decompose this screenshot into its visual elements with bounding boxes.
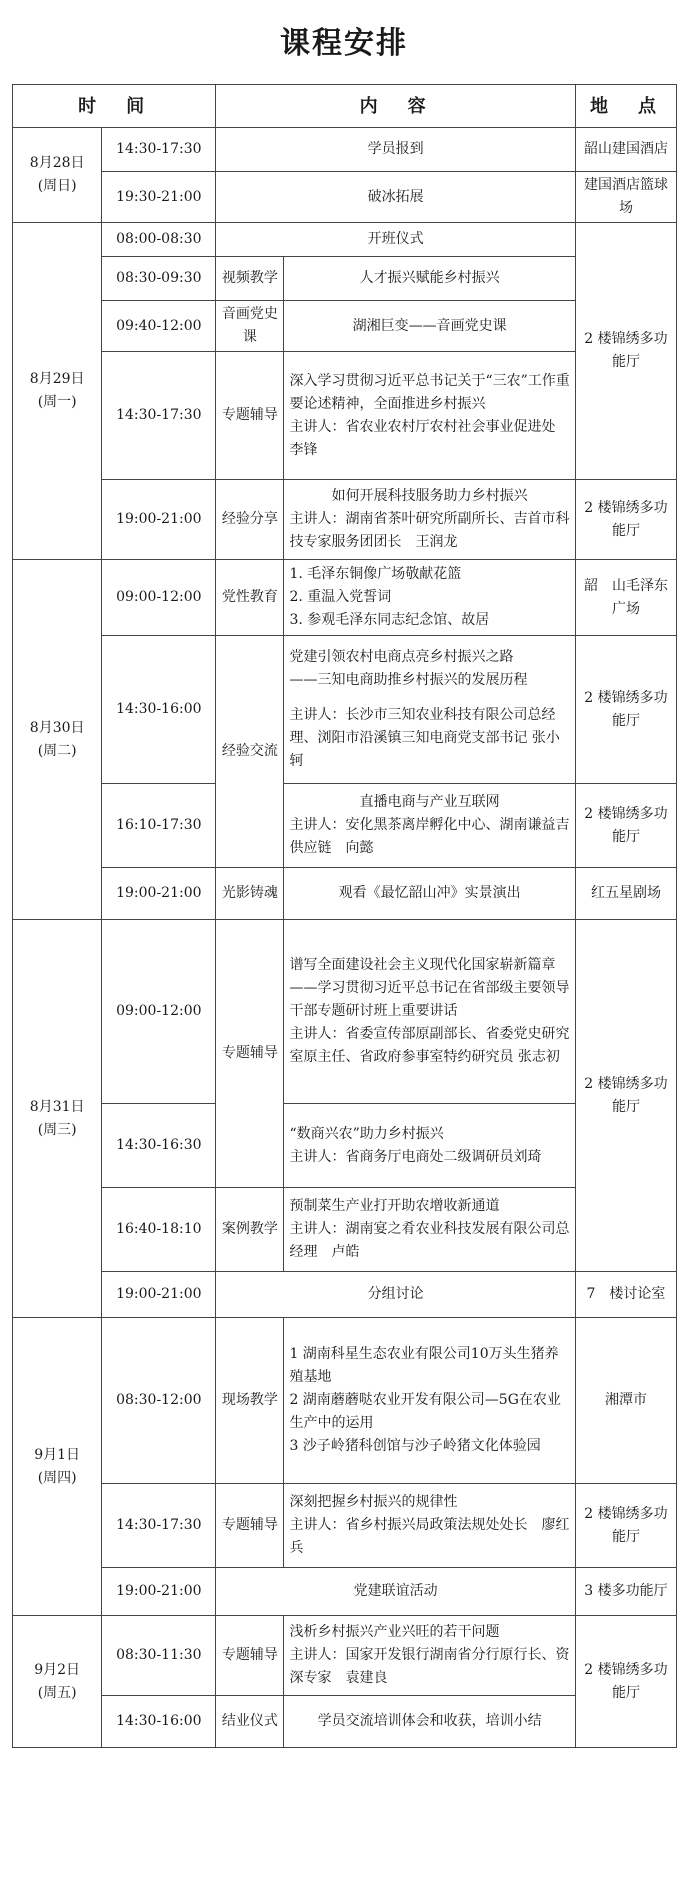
content-line: 1. 毛泽东铜像广场敬献花篮: [289, 566, 462, 582]
location-cell: 2 楼锦绣多功能厅: [575, 636, 676, 784]
topic-cell: 专题辅导: [216, 352, 284, 480]
content-cell: 湖湘巨变——音画党史课: [284, 301, 575, 352]
content-line: 党建引领农村电商点亮乡村振兴之路: [289, 649, 514, 665]
time-cell: 09:00-12:00: [102, 920, 216, 1104]
topic-cell: 音画党史课: [216, 301, 284, 352]
table-row: [13, 920, 677, 1104]
location-cell: 2 楼锦绣多功能厅: [575, 480, 676, 560]
content-cell: [284, 1616, 575, 1696]
content-cell: 破冰拓展: [216, 172, 576, 223]
topic-cell: 结业仪式: [216, 1696, 284, 1748]
content-cell: [284, 1318, 575, 1484]
time-cell: 14:30-17:30: [102, 128, 216, 172]
time-cell: 19:00-21:00: [102, 1568, 216, 1616]
content-line: 主讲人：安化黑茶离岸孵化中心、湖南谦益吉供应链 向懿: [289, 817, 570, 856]
time-cell: 16:40-18:10: [102, 1188, 216, 1272]
weekday-label: (周五): [37, 1684, 77, 1701]
time-cell: 09:40-12:00: [102, 301, 216, 352]
content-line: “数商兴农”助力乡村振兴: [289, 1125, 444, 1142]
content-line: 预制菜生产业打开助农增收新通道: [289, 1198, 500, 1214]
location-cell: 韶 山毛泽东广场: [575, 560, 676, 636]
date-cell: [13, 560, 102, 920]
content-line: 如何开展科技服务助力乡村振兴: [331, 488, 528, 504]
table-row: [13, 784, 677, 868]
topic-cell: 专题辅导: [216, 920, 284, 1188]
content-cell: [284, 352, 575, 480]
content-line: 3 沙子岭猪科创馆与沙子岭猪文化体验园: [289, 1438, 541, 1454]
date-cell: [13, 1616, 102, 1748]
table-row: [13, 1272, 677, 1318]
table-row: [13, 560, 677, 636]
date-label: 8月28日: [29, 155, 85, 171]
weekday-label: (周三): [37, 1121, 77, 1138]
time-cell: 19:00-21:00: [102, 868, 216, 920]
table-row: [13, 868, 677, 920]
page-title: 课程安排: [280, 26, 408, 61]
table-row: [13, 223, 677, 257]
topic-cell: 光影铸魂: [216, 868, 284, 920]
table-row: [13, 128, 677, 172]
content-line: 主讲人：省商务厅电商处二级调研员刘琦: [289, 1148, 542, 1165]
content-cell: 开班仪式: [216, 223, 576, 257]
weekday-label: (周四): [37, 1469, 77, 1486]
location-cell: 2 楼锦绣多功能厅: [575, 1484, 676, 1568]
content-cell: 观看《最忆韶山冲》实景演出: [284, 868, 575, 920]
weekday-label: (周二): [37, 742, 77, 759]
time-cell: 08:30-12:00: [102, 1318, 216, 1484]
content-line: 主讲人：省委宣传部原副部长、省委党史研究室原主任、省政府参事室特约研究员 张志初: [289, 1026, 570, 1065]
content-cell: [284, 920, 575, 1104]
content-cell: 人才振兴赋能乡村振兴: [284, 257, 575, 301]
time-cell: 14:30-16:00: [102, 1696, 216, 1748]
content-cell: [284, 1188, 575, 1272]
location-cell: 红五星剧场: [575, 868, 676, 920]
table-row: [13, 636, 677, 784]
content-line: 主讲人：省农业农村厅农村社会事业促进处 李锋: [289, 418, 556, 458]
content-cell: [284, 784, 575, 868]
content-line: 1 湖南科星生态农业有限公司10万头生猪养殖基地: [289, 1346, 559, 1385]
content-line: 主讲人：国家开发银行湖南省分行原行长、资深专家 袁建良: [289, 1647, 570, 1686]
location-cell: 2 楼锦绣多功能厅: [575, 223, 676, 480]
content-line: 谱写全面建设社会主义现代化国家崭新篇章——学习贯彻习近平总书记在省部级主要领导干部专题研讨班上重要讲话: [289, 957, 570, 1019]
topic-cell: 专题辅导: [216, 1484, 284, 1568]
content-line: 浅析乡村振兴产业兴旺的若干问题: [289, 1624, 500, 1640]
time-cell: 19:00-21:00: [102, 480, 216, 560]
date-cell: [13, 920, 102, 1318]
date-cell: [13, 223, 102, 560]
date-label: 9月2日: [34, 1661, 81, 1678]
date-label: 8月30日: [29, 719, 85, 736]
time-cell: 19:30-21:00: [102, 172, 216, 223]
date-label: 8月29日: [29, 371, 85, 387]
topic-cell: 经验分享: [216, 480, 284, 560]
location-cell: 3 楼多功能厅: [575, 1568, 676, 1616]
content-line: ——三知电商助推乡村振兴的发展历程: [289, 672, 528, 688]
topic-cell: 视频教学: [216, 257, 284, 301]
content-cell: [284, 480, 575, 560]
time-cell: 08:30-11:30: [102, 1616, 216, 1696]
content-line: 2 湖南蘑蘑哒农业开发有限公司—5G在农业生产中的运用: [289, 1392, 561, 1431]
content-cell: 学员交流培训体会和收获，培训小结: [284, 1696, 575, 1748]
header-time: 时 间: [13, 85, 216, 128]
topic-cell: 案例教学: [216, 1188, 284, 1272]
weekday-label: (周日): [37, 178, 77, 194]
topic-cell: 现场教学: [216, 1318, 284, 1484]
location-cell: 韶山建国酒店: [575, 128, 676, 172]
table-row: [13, 1616, 677, 1696]
table-row: [13, 1484, 677, 1568]
time-cell: 08:00-08:30: [102, 223, 216, 257]
content-line: 3. 参观毛泽东同志纪念馆、故居: [289, 612, 490, 628]
time-cell: 08:30-09:30: [102, 257, 216, 301]
content-cell: 学员报到: [216, 128, 576, 172]
weekday-label: (周一): [37, 394, 77, 410]
content-cell: 分组讨论: [216, 1272, 576, 1318]
time-cell: 14:30-16:00: [102, 636, 216, 784]
time-cell: 14:30-17:30: [102, 1484, 216, 1568]
content-line: 主讲人：湖南省茶叶研究所副所长、吉首市科技专家服务团团长 王润龙: [289, 511, 570, 550]
time-cell: 19:00-21:00: [102, 1272, 216, 1318]
date-label: 9月1日: [34, 1446, 81, 1463]
header-content: 内 容: [216, 85, 576, 128]
location-cell: 湘潭市: [575, 1318, 676, 1484]
topic-cell: 党性教育: [216, 560, 284, 636]
content-line: 深入学习贯彻习近平总书记关于“三农”工作重要论述精神，全面推进乡村振兴: [289, 372, 570, 412]
schedule-table: [12, 84, 677, 1748]
content-line: 2. 重温入党誓词: [289, 589, 392, 605]
location-cell: 2 楼锦绣多功能厅: [575, 784, 676, 868]
content-cell: [284, 560, 575, 636]
content-line: 主讲人：长沙市三知农业科技有限公司总经理、浏阳市沿溪镇三知电商党支部书记 张小轲: [289, 707, 560, 769]
header-row: [13, 85, 677, 128]
location-cell: 2 楼锦绣多功能厅: [575, 920, 676, 1272]
header-location: 地 点: [575, 85, 676, 128]
location-cell: 7 楼讨论室: [575, 1272, 676, 1318]
date-cell: [13, 128, 102, 223]
table-row: [13, 1568, 677, 1616]
content-cell: [284, 636, 575, 784]
topic-cell: 经验交流: [216, 636, 284, 868]
table-row: [13, 172, 677, 223]
date-label: 8月31日: [29, 1098, 85, 1115]
location-cell: 2 楼锦绣多功能厅: [575, 1616, 676, 1748]
content-cell: [284, 1484, 575, 1568]
date-cell: [13, 1318, 102, 1616]
table-row: [13, 1318, 677, 1484]
location-cell: 建国酒店篮球场: [575, 172, 676, 223]
content-cell: 党建联谊活动: [216, 1568, 576, 1616]
time-cell: 14:30-16:30: [102, 1104, 216, 1188]
content-line: 主讲人：湖南宴之肴农业科技发展有限公司总经理 卢皓: [289, 1221, 570, 1260]
time-cell: 14:30-17:30: [102, 352, 216, 480]
time-cell: 09:00-12:00: [102, 560, 216, 636]
content-line: 直播电商与产业互联网: [359, 794, 500, 810]
content-line: 深刻把握乡村振兴的规律性: [289, 1494, 458, 1510]
content-line: 主讲人：省乡村振兴局政策法规处处长 廖红兵: [289, 1517, 570, 1556]
table-row: [13, 480, 677, 560]
content-cell: [284, 1104, 575, 1188]
time-cell: 16:10-17:30: [102, 784, 216, 868]
topic-cell: 专题辅导: [216, 1616, 284, 1696]
